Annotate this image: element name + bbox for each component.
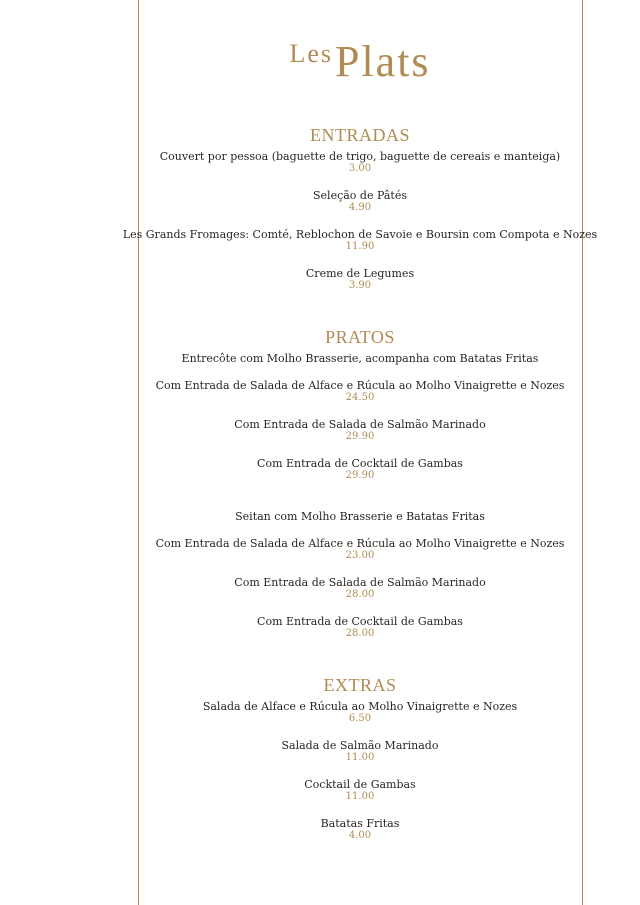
right-border-line: [582, 0, 583, 905]
menu-item: [138, 817, 582, 842]
item-price: 3.00: [348, 163, 372, 174]
title-les: Les: [289, 39, 333, 68]
item-name: Salada de Salmão Marinado: [281, 739, 439, 752]
item-name: Seleção de Pâtés: [313, 189, 407, 202]
item-name: Com Entrada de Salada de Salmão Marinado: [234, 418, 486, 431]
item-price: 28.00: [345, 628, 375, 639]
item-name: Salada de Alface e Rúcula ao Molho Vinaigrette e Nozes: [202, 700, 518, 713]
menu-item: [138, 576, 582, 601]
menu-item: [138, 189, 582, 214]
section-spacer: [138, 306, 582, 326]
item-price: 28.00: [345, 589, 375, 600]
item-name: Couvert por pessoa (baguette de trigo, baguette de cereais e manteiga): [159, 150, 561, 163]
menu-item: [138, 778, 582, 803]
item-price: 24.50: [345, 392, 375, 403]
item-price: 23.00: [345, 550, 375, 561]
item-price: 4.90: [348, 202, 372, 213]
menu-item: [138, 700, 582, 725]
section-pratos: [138, 326, 582, 640]
item-name: Com Entrada de Salada de Salmão Marinado: [234, 576, 486, 589]
menu-item: [138, 379, 582, 404]
section-entradas: [122, 124, 598, 292]
menu-item: [138, 457, 582, 482]
title-plats: Plats: [334, 37, 431, 86]
item-name: Creme de Legumes: [305, 267, 415, 280]
menu-item: [138, 615, 582, 640]
group-label: Seitan com Molho Brasserie e Batatas Fritas: [235, 510, 485, 523]
item-price: 4.00: [348, 830, 372, 841]
item-price: 29.90: [345, 470, 375, 481]
item-price: 11.00: [345, 752, 375, 763]
pratos-group-entrecote: [138, 352, 582, 482]
pratos-group-seitan: [138, 510, 582, 640]
section-heading-entradas: ENTRADAS: [309, 125, 410, 145]
section-heading-extras: EXTRAS: [323, 675, 397, 695]
item-name: Com Entrada de Salada de Alface e Rúcula ao Molho Vinaigrette e Nozes: [155, 379, 565, 392]
section-extras: [138, 674, 582, 842]
item-name: Com Entrada de Cocktail de Gambas: [257, 615, 463, 628]
menu-item: [138, 418, 582, 443]
item-price: 3.90: [348, 280, 372, 291]
page-title: [138, 36, 582, 87]
menu-item: [138, 150, 582, 175]
item-name: Com Entrada de Salada de Alface e Rúcula ao Molho Vinaigrette e Nozes: [155, 537, 565, 550]
item-name: Com Entrada de Cocktail de Gambas: [257, 457, 463, 470]
item-price: 11.90: [345, 241, 375, 252]
menu-item: [138, 537, 582, 562]
item-price: 29.90: [345, 431, 375, 442]
item-name: Les Grands Fromages: Comté, Reblochon de Savoie e Boursin com Compota e Nozes: [122, 228, 598, 241]
item-price: 6.50: [348, 713, 372, 724]
menu-item: [138, 267, 582, 292]
group-label: Entrecôte com Molho Brasserie, acompanha com Batatas Fritas: [181, 352, 539, 365]
section-spacer: [138, 654, 582, 674]
menu-item: [122, 228, 598, 253]
item-name: Batatas Fritas: [320, 817, 400, 830]
menu-item: [138, 739, 582, 764]
section-heading-pratos: PRATOS: [325, 327, 395, 347]
group-spacer: [138, 496, 582, 510]
item-price: 11.00: [345, 791, 375, 802]
item-name: Cocktail de Gambas: [304, 778, 416, 791]
menu-content: [122, 124, 598, 856]
